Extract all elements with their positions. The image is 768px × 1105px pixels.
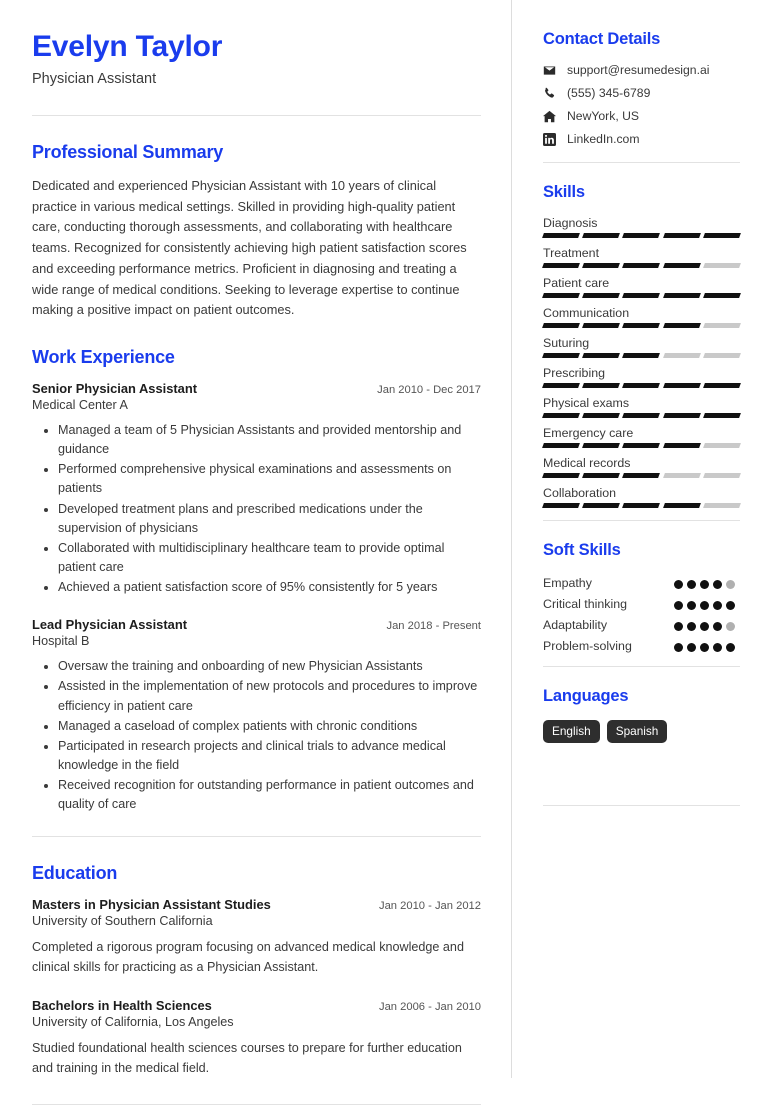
soft-skill-item (543, 595, 740, 615)
work-experience-header (32, 617, 481, 632)
contact-email-value: support@resumedesign.ai (567, 63, 710, 77)
skill-segment (582, 293, 620, 298)
skill-segment (542, 323, 580, 328)
soft-skills-section (543, 541, 740, 667)
skill-segment (542, 383, 580, 388)
skill-rating-bar (543, 503, 740, 508)
skill-segment (582, 323, 620, 328)
education-dates: Jan 2010 - Jan 2012 (378, 900, 481, 913)
professional-summary-heading: Professional Summary (32, 142, 224, 162)
skill-segment (663, 443, 701, 448)
rating-dot (674, 643, 683, 652)
linkedin-icon (543, 133, 560, 146)
skill-segment (703, 473, 741, 478)
skill-segment (582, 353, 620, 358)
skill-segment (622, 323, 660, 328)
work-role: Senior Physician Assistant (32, 381, 198, 397)
skill-label: Patient care (543, 276, 610, 290)
rating-dot (700, 622, 709, 631)
rating-dot (726, 622, 735, 631)
work-organization: Medical Center A (32, 398, 128, 413)
work-experience-header (32, 381, 481, 396)
contact-details-heading: Contact Details (543, 30, 661, 48)
header-divider (32, 115, 481, 116)
rating-dot (726, 580, 735, 589)
work-bullet: • Managed a team of 5 Physician Assistants and provided mentorship and guidance (58, 421, 481, 459)
skill-label: Suturing (543, 336, 590, 350)
skill-item (543, 426, 740, 448)
contact-location-value: NewYork, US (567, 109, 640, 123)
contact-item-linkedin[interactable] (543, 132, 740, 146)
rating-dot (674, 622, 683, 631)
work-experience-section (32, 347, 481, 814)
skill-segment (703, 233, 741, 238)
candidate-job-title: Physician Assistant (32, 71, 157, 87)
skill-segment (703, 323, 741, 328)
work-experience-item (32, 381, 481, 597)
spacer (32, 981, 481, 998)
skill-rating-bar (543, 233, 740, 238)
contact-details-section (543, 30, 740, 163)
skill-segment (622, 353, 660, 358)
languages-section (543, 687, 740, 806)
skill-segment (663, 503, 701, 508)
work-bullet: • Received recognition for outstanding performance in patient outcomes and quality of care (58, 776, 481, 814)
skill-item (543, 486, 740, 508)
skill-segment (703, 383, 741, 388)
skill-segment (663, 383, 701, 388)
education-school: University of Southern California (32, 914, 213, 929)
skill-segment (542, 293, 580, 298)
contact-phone-value: (555) 345-6789 (567, 86, 651, 100)
contact-item-location[interactable] (543, 109, 740, 123)
skill-segment (622, 383, 660, 388)
education-degree: Masters in Physician Assistant Studies (32, 897, 271, 913)
skill-segment (622, 233, 660, 238)
soft-skills-heading: Soft Skills (543, 541, 621, 559)
work-bullet: • Assisted in the implementation of new protocols and procedures to improve efficiency in patient care (58, 677, 481, 715)
skill-segment (663, 413, 701, 418)
work-bullet: • Performed comprehensive physical examinations and assessments on patients (58, 460, 481, 498)
rating-dot (726, 601, 735, 610)
rating-dot (674, 580, 683, 589)
skill-segment (622, 503, 660, 508)
work-experience-item (32, 617, 481, 814)
skill-rating-bar (543, 293, 740, 298)
education-header (32, 998, 481, 1013)
work-bullet: • Developed treatment plans and prescribed medications under the supervision of physicians (58, 500, 481, 538)
envelope-icon (543, 64, 560, 77)
work-bullet: • Achieved a patient satisfaction score of 95% consistently for 5 years (58, 578, 481, 597)
skills-heading: Skills (543, 183, 585, 201)
skill-segment (582, 473, 620, 478)
soft-skill-rating-dots (674, 637, 740, 652)
language-chip[interactable]: English (543, 720, 600, 743)
rating-dot (726, 643, 735, 652)
skill-rating-bar (543, 473, 740, 478)
work-role: Lead Physician Assistant (32, 617, 187, 633)
skill-item (543, 276, 740, 298)
soft-skill-label: Adaptability (543, 617, 608, 632)
rating-dot (700, 601, 709, 610)
experience-divider (32, 836, 481, 837)
skill-label: Medical records (543, 456, 631, 470)
skill-item (543, 366, 740, 388)
soft-skill-rating-dots (674, 574, 740, 589)
soft-skill-label: Critical thinking (543, 596, 628, 611)
soft-skill-label: Problem-solving (543, 638, 632, 653)
languages-heading: Languages (543, 687, 629, 706)
sidebar-column (511, 0, 768, 1078)
contact-linkedin-value: LinkedIn.com (567, 132, 640, 146)
skill-segment (582, 233, 620, 238)
education-school: University of California, Los Angeles (32, 1015, 234, 1030)
education-item (32, 998, 481, 1078)
skill-item (543, 246, 740, 268)
soft-skill-item (543, 616, 740, 636)
skill-segment (622, 293, 660, 298)
skill-segment (542, 443, 580, 448)
rating-dot (713, 622, 722, 631)
skill-segment (582, 443, 620, 448)
work-bullet: • Managed a caseload of complex patients with chronic conditions (58, 717, 481, 736)
skill-segment (582, 503, 620, 508)
rating-dot (713, 580, 722, 589)
skill-rating-bar (543, 443, 740, 448)
education-description: Completed a rigorous program focusing on advanced medical knowledge and clinical skills for practicing as a Physician Assistant. (32, 940, 464, 974)
skill-segment (663, 353, 701, 358)
professional-summary-text: Dedicated and experienced Physician Assistant with 10 years of clinical practice in various medical settings. Skilled in providing high-quality patient care, conducting thorough assessments, and collaborating with healthcare teams. Recognized for consistently achieving high patient satisfaction scores and exceeding performance metrics. Proficient in diagnosing and treating a wide range of medical conditions. Seeking to leverage expertise to continue making a positive impact on patient outcomes. (32, 178, 467, 318)
skill-item (543, 456, 740, 478)
soft-skills-divider (543, 666, 740, 667)
work-organization: Hospital B (32, 634, 90, 649)
skills-section (543, 183, 740, 521)
skill-rating-bar (543, 383, 740, 388)
rating-dot (687, 622, 696, 631)
soft-skill-label: Empathy (543, 576, 592, 590)
skill-segment (542, 503, 580, 508)
work-dates: Jan 2018 - Present (386, 620, 481, 633)
skill-label: Treatment (543, 246, 600, 260)
work-bullet: • Oversaw the training and onboarding of new Physician Assistants (58, 657, 481, 676)
education-item (32, 897, 481, 977)
column-divider (511, 0, 512, 1078)
skill-segment (542, 413, 580, 418)
language-chip-list (543, 720, 740, 743)
skill-segment (542, 473, 580, 478)
skill-label: Emergency care (543, 426, 634, 440)
skill-label: Prescribing (543, 366, 605, 380)
soft-skill-rating-dots (674, 616, 740, 631)
skill-segment (703, 293, 741, 298)
rating-dot (687, 643, 696, 652)
home-icon (543, 110, 560, 123)
skills-divider (543, 520, 740, 521)
work-experience-heading: Work Experience (32, 347, 175, 368)
header-block (32, 30, 481, 87)
rating-dot (713, 643, 722, 652)
skill-segment (622, 263, 660, 268)
skill-item (543, 396, 740, 418)
rating-dot (713, 601, 722, 610)
skill-item (543, 216, 740, 238)
education-degree: Bachelors in Health Sciences (32, 998, 212, 1014)
skill-segment (622, 443, 660, 448)
education-section (32, 863, 481, 1078)
skill-item (543, 336, 740, 358)
contact-item-phone[interactable] (543, 86, 740, 100)
skill-segment (703, 263, 741, 268)
work-bullet-list (32, 657, 481, 814)
skill-segment (582, 383, 620, 388)
skill-segment (703, 413, 741, 418)
education-heading: Education (32, 863, 118, 884)
education-description: Studied foundational health sciences courses to prepare for further education and training in the medical field. (32, 1041, 462, 1075)
skill-rating-bar (543, 353, 740, 358)
language-chip[interactable]: Spanish (607, 720, 668, 743)
rating-dot (687, 601, 696, 610)
skill-segment (703, 353, 741, 358)
contact-divider (543, 162, 740, 163)
work-bullet: • Collaborated with multidisciplinary healthcare team to provide optimal patient care (58, 539, 481, 577)
skill-segment (542, 233, 580, 238)
skill-label: Communication (543, 306, 630, 320)
education-header (32, 897, 481, 912)
skill-segment (622, 413, 660, 418)
rating-dot (700, 580, 709, 589)
rating-dot (700, 643, 709, 652)
skill-segment (622, 473, 660, 478)
skill-rating-bar (543, 263, 740, 268)
rating-dot (674, 601, 683, 610)
skill-label: Diagnosis (543, 216, 598, 230)
skill-segment (542, 353, 580, 358)
work-bullet: • Participated in research projects and clinical trials to advance medical knowledge in the field (58, 737, 481, 775)
languages-divider (543, 805, 740, 806)
skill-rating-bar (543, 413, 740, 418)
skill-label: Physical exams (543, 396, 630, 410)
phone-icon (543, 87, 560, 100)
skill-segment (703, 443, 741, 448)
work-bullet-list (32, 421, 481, 597)
contact-item-email[interactable] (543, 63, 740, 77)
soft-skill-item (543, 637, 740, 657)
skill-segment (663, 323, 701, 328)
skill-segment (663, 473, 701, 478)
rating-dot (687, 580, 696, 589)
skill-segment (582, 413, 620, 418)
skill-segment (703, 503, 741, 508)
skill-segment (582, 263, 620, 268)
professional-summary-section (32, 142, 481, 321)
skill-rating-bar (543, 323, 740, 328)
soft-skill-rating-dots (674, 595, 740, 610)
soft-skill-item (543, 574, 740, 594)
skill-item (543, 306, 740, 328)
skill-segment (663, 293, 701, 298)
skill-segment (663, 233, 701, 238)
skill-segment (663, 263, 701, 268)
skill-segment (542, 263, 580, 268)
spacer (32, 601, 481, 617)
skill-label: Collaboration (543, 486, 617, 500)
work-dates: Jan 2010 - Dec 2017 (377, 384, 481, 397)
education-dates: Jan 2006 - Jan 2010 (378, 1001, 481, 1014)
candidate-name: Evelyn Taylor (32, 30, 223, 63)
